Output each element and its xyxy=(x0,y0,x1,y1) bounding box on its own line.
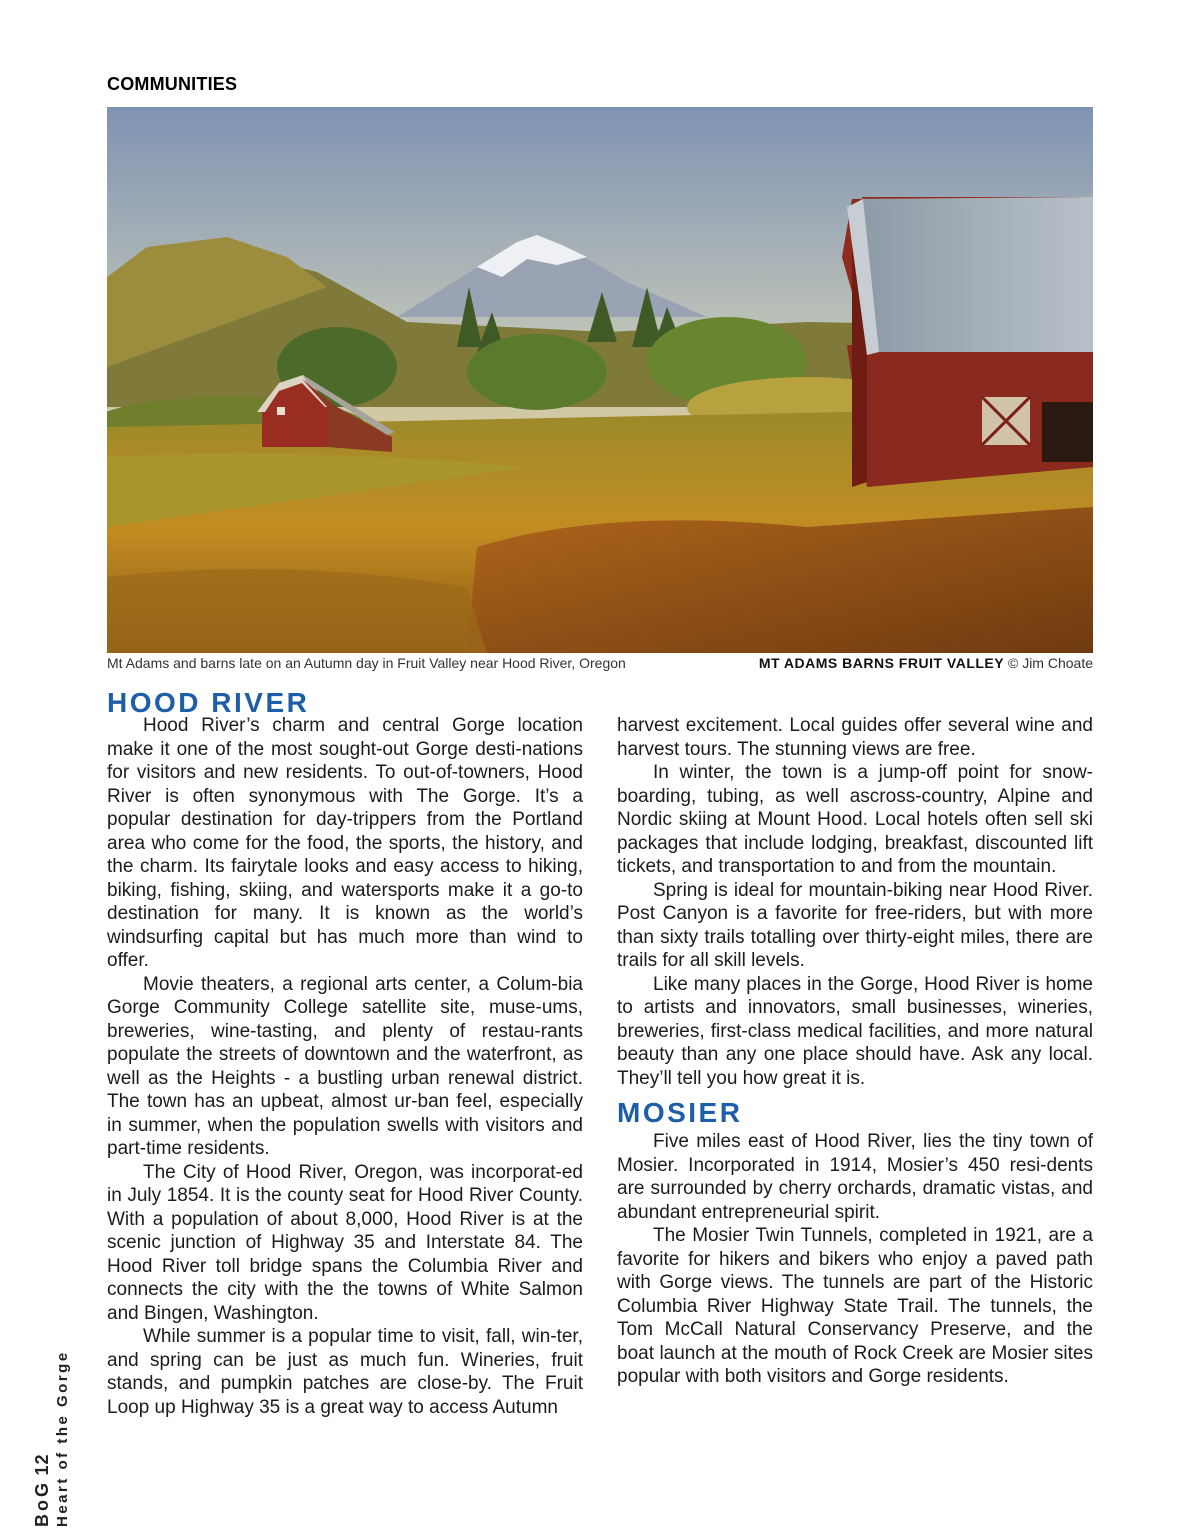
hood-river-paragraph: In winter, the town is a jump-off point for snow-boarding, tubing, as well ascross-country, Alpine and Nordic skiing at Mount Hood. Local hotels often sell ski packages that include lodging, breakfast, discounted lift tickets, and transportation to and from the mountain. xyxy=(617,762,1093,877)
page-folio xyxy=(32,1350,71,1527)
hood-river-paragraph: Movie theaters, a regional arts center, a Colum-bia Gorge Community College satellite site, muse-ums, breweries, wine-tasting, and plenty of restau-rants populate the streets of downtown and the waterfront, as well as the Heights - a bustling urban renewal district. The town has an upbeat, almost ur-ban feel, especially in summer, when the population swells with visitors and part-time residents. xyxy=(107,973,583,1159)
photo-caption xyxy=(107,655,1093,671)
caption-text: Mt Adams and barns late on an Autumn day in Fruit Valley near Hood River, Oregon xyxy=(107,655,626,671)
caption-attribution xyxy=(759,655,1093,671)
hood-river-paragraph: Spring is ideal for mountain-biking near Hood River. Post Canyon is a favorite for free-riders, but with more than sixty trails totalling over thirty-eight miles, there are trails for all skill levels. xyxy=(617,879,1093,971)
right-column xyxy=(617,714,1093,1389)
photo-title: MT ADAMS BARNS FRUIT VALLEY xyxy=(758,655,1005,671)
photo-credit: © Jim Choate xyxy=(1007,655,1093,671)
hood-river-paragraph: The City of Hood River, Oregon, was incorporat-ed in July 1854. It is the county seat for Hood River County. With a population of about 8,000, Hood River is at the scenic junction of Highway 35 and Interstate 84. The Hood River toll bridge spans the Columbia River and connects the city with the the towns of White Salmon and Bingen, Washington. xyxy=(107,1161,583,1324)
hood-river-paragraph: Like many places in the Gorge, Hood River is home to artists and innovators, small businesses, wineries, breweries, first-class medical facilities, and more natural beauty than any one place should have. Ask any local. They’ll tell you how great it is. xyxy=(617,973,1093,1089)
publication-name: Heart of the Gorge xyxy=(54,1350,71,1527)
mosier-paragraph: Five miles east of Hood River, lies the tiny town of Mosier. Incorporated in 1914, Mosier’s 450 resi-dents are surrounded by cherry orchards, dramatic vistas, and abundant entrepreneurial spirit. xyxy=(617,1131,1093,1223)
hood-river-paragraph: harvest excitement. Local guides offer several wine and harvest tours. The stunning views are free. xyxy=(617,715,1093,760)
hero-photo xyxy=(107,107,1093,653)
mosier-heading: MOSIER xyxy=(617,1097,743,1128)
mosier-paragraph: The Mosier Twin Tunnels, completed in 1921, are a favorite for hikers and bikers who enjoy a paved path with Gorge views. The tunnels are part of the Historic Columbia River Highway State Trail. The tunnels, the Tom McCall Natural Conservancy Preserve, and the boat launch at the mouth of Rock Creek are Mosier sites popular with both visitors and Gorge residents. xyxy=(617,1225,1093,1387)
left-column xyxy=(107,714,583,1419)
hood-river-paragraph: While summer is a popular time to visit, fall, win-ter, and spring can be just as much fun. Wineries, fruit stands, and pumpkin patches are close-by. The Fruit Loop up Highway 35 is a great way to access Autumn xyxy=(107,1326,583,1418)
publication-code: BoG xyxy=(32,1480,52,1527)
hood-river-heading: HOOD RIVER xyxy=(107,687,310,718)
page-number: 12 xyxy=(32,1453,52,1476)
hood-river-paragraph: Hood River’s charm and central Gorge location make it one of the most sought-out Gorge desti-nations for visitors and new residents. To out-of-towners, Hood River is often synonymous with The Gorge. It’s a popular destination for day-trippers from the Portland area who come for the food, the sports, the history, and the charm. Its fairytale looks and easy access to hiking, biking, fishing, skiing, and watersports make it a go-to destination for many. It is known as the world’s windsurfing capital but has much more than wind to offer. xyxy=(107,715,583,971)
section-label: COMMUNITIES xyxy=(107,74,238,94)
